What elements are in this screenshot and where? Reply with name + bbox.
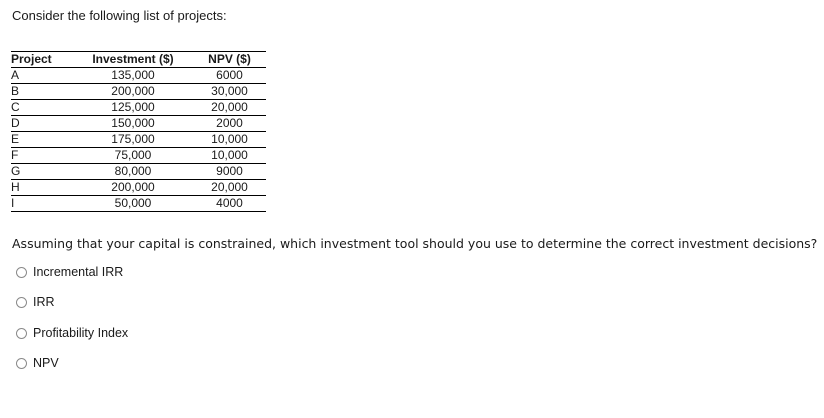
option-profitability-index[interactable]: [16, 326, 128, 340]
cell-npv: 20,000: [193, 100, 266, 116]
radio-button[interactable]: [16, 297, 27, 308]
table-row: [11, 164, 266, 180]
cell-npv: 20,000: [193, 180, 266, 196]
option-incremental-irr[interactable]: [16, 265, 123, 279]
option-label: Profitability Index: [33, 326, 129, 340]
cell-investment: 75,000: [73, 148, 193, 164]
cell-investment: 175,000: [73, 132, 193, 148]
table-row: [11, 100, 266, 116]
cell-investment: 135,000: [73, 68, 193, 84]
cell-npv: 10,000: [193, 148, 266, 164]
table-row: [11, 196, 266, 212]
cell-project: H: [11, 180, 73, 196]
cell-npv: 2000: [193, 116, 266, 132]
cell-project: B: [11, 84, 73, 100]
question-text: Assuming that your capital is constrained, which investment tool should you use to determine the correct investment decisions?: [12, 236, 818, 251]
cell-npv: 4000: [193, 196, 266, 212]
cell-project: C: [11, 100, 73, 116]
projects-table: [11, 51, 266, 212]
option-label: NPV: [33, 356, 59, 370]
cell-npv: 9000: [193, 164, 266, 180]
table-row: [11, 84, 266, 100]
table-row: [11, 148, 266, 164]
cell-npv: 6000: [193, 68, 266, 84]
radio-button[interactable]: [16, 267, 27, 278]
table-row: [11, 132, 266, 148]
table-row: [11, 116, 266, 132]
header-investment: Investment ($): [73, 52, 193, 68]
cell-investment: 150,000: [73, 116, 193, 132]
radio-button[interactable]: [16, 328, 27, 339]
cell-project: G: [11, 164, 73, 180]
intro-text: Consider the following list of projects:: [12, 8, 227, 23]
table-row: [11, 180, 266, 196]
cell-project: I: [11, 196, 73, 212]
option-label: IRR: [33, 295, 55, 309]
cell-investment: 80,000: [73, 164, 193, 180]
cell-investment: 125,000: [73, 100, 193, 116]
cell-npv: 10,000: [193, 132, 266, 148]
option-irr[interactable]: [16, 295, 55, 309]
header-npv: NPV ($): [193, 52, 266, 68]
cell-project: D: [11, 116, 73, 132]
option-label: Incremental IRR: [33, 265, 124, 279]
header-project: Project: [11, 52, 73, 68]
cell-investment: 200,000: [73, 180, 193, 196]
radio-button[interactable]: [16, 358, 27, 369]
cell-investment: 50,000: [73, 196, 193, 212]
cell-investment: 200,000: [73, 84, 193, 100]
cell-project: A: [11, 68, 73, 84]
table-header-row: [11, 52, 266, 68]
cell-project: E: [11, 132, 73, 148]
table-row: [11, 68, 266, 84]
cell-npv: 30,000: [193, 84, 266, 100]
option-npv[interactable]: [16, 356, 59, 370]
cell-project: F: [11, 148, 73, 164]
